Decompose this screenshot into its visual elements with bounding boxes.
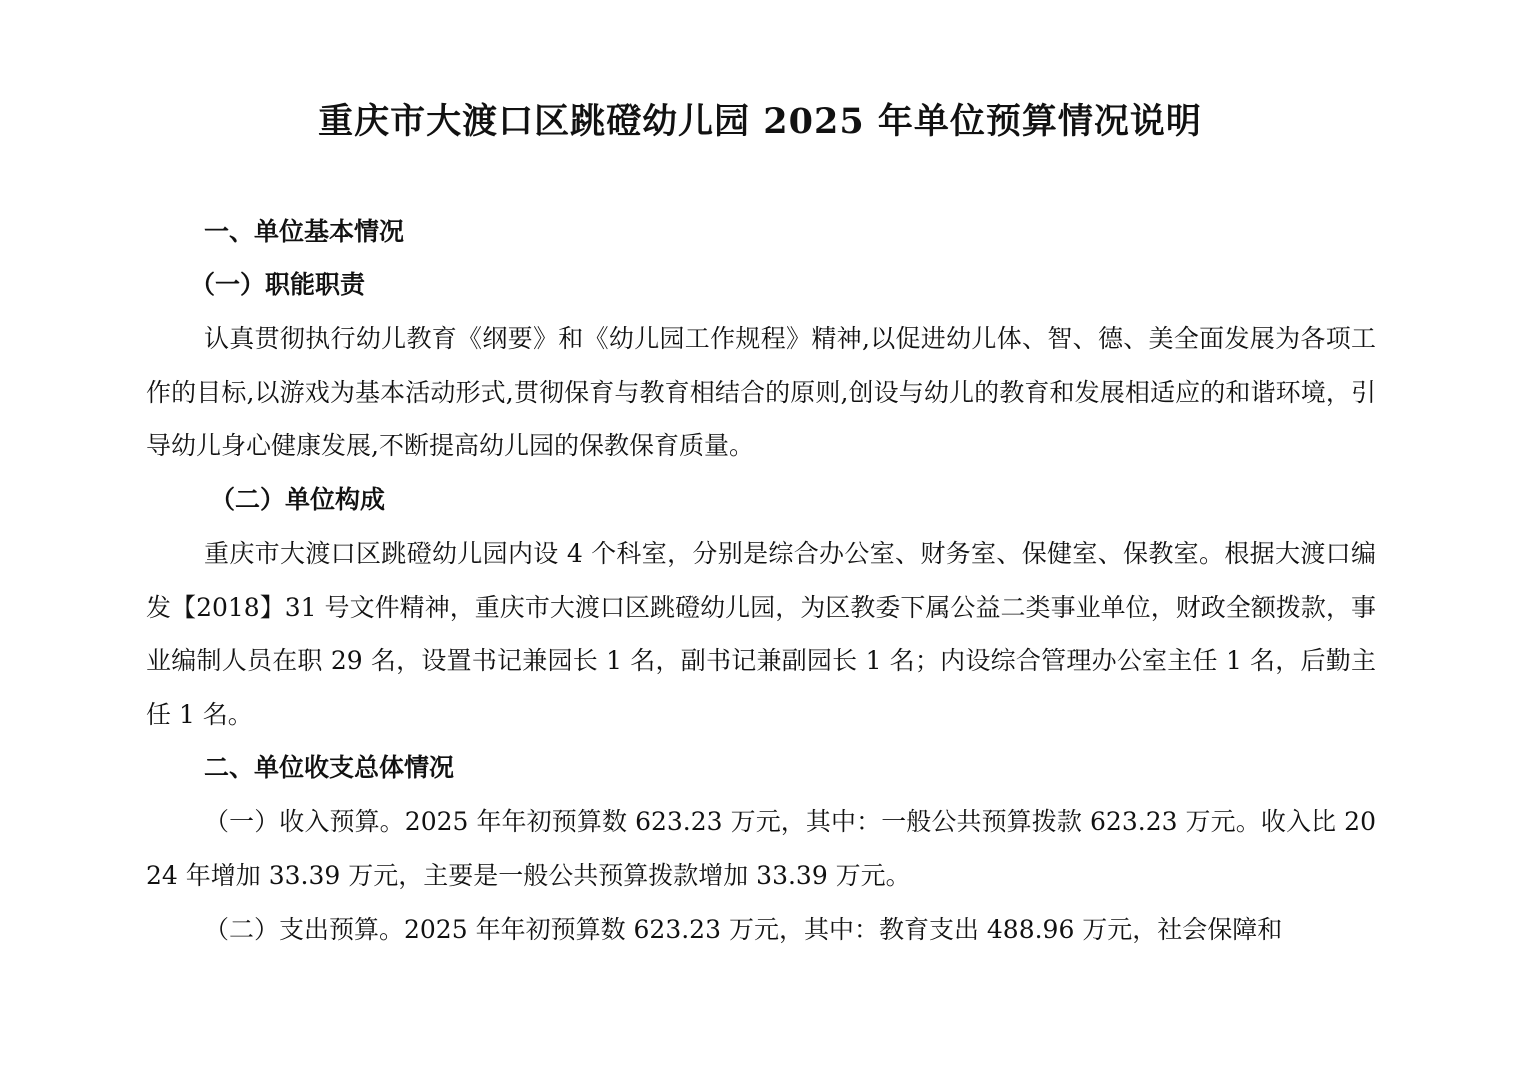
paragraph-expense-budget: （二）支出预算。2025 年年初预算数 623.23 万元，其中：教育支出 488.96 万元，社会保障和 xyxy=(204,915,1283,944)
paragraph-income-budget: （一）收入预算。2025 年年初预算数 623.23 万元，其中：一般公共预算拨款 623.23 万元。收入比 2024 年增加 33.39 万元，主要是一般公共预算拨款增加 33.39 万元。 xyxy=(146,807,1376,890)
paragraph-functions: 认真贯彻执行幼儿教育《纲要》和《幼儿园工作规程》精神,以促进幼儿体、智、德、美全面发展为各项工作的目标,以游戏为基本活动形式,贯彻保育与教育相结合的原则,创设与幼儿的教育和发展相适应的和谐环境，引导幼儿身心健康发展,不断提高幼儿园的保教保育质量。 xyxy=(146,324,1376,460)
subsection-heading-functions: （一）职能职责 xyxy=(190,270,366,299)
section-heading-income-expense: 二、单位收支总体情况 xyxy=(204,753,455,782)
section-heading-basic-info: 一、单位基本情况 xyxy=(204,217,405,246)
document-title: 重庆市大渡口区跳磴幼儿园 2025 年单位预算情况说明 xyxy=(318,101,1202,142)
subsection-heading-composition: （二）单位构成 xyxy=(210,485,386,514)
paragraph-composition: 重庆市大渡口区跳磴幼儿园内设 4 个科室，分别是综合办公室、财务室、保健室、保教室。根据大渡口编发【2018】31 号文件精神，重庆市大渡口区跳磴幼儿园，为区教委下属公益二类事业单位，财政全额拨款，事业编制人员在职 29 名，设置书记兼园长 1 名，副书记兼副园长 1 名；内设综合管理办公室主任 1 名，后勤主任 1 名。 xyxy=(146,539,1376,729)
